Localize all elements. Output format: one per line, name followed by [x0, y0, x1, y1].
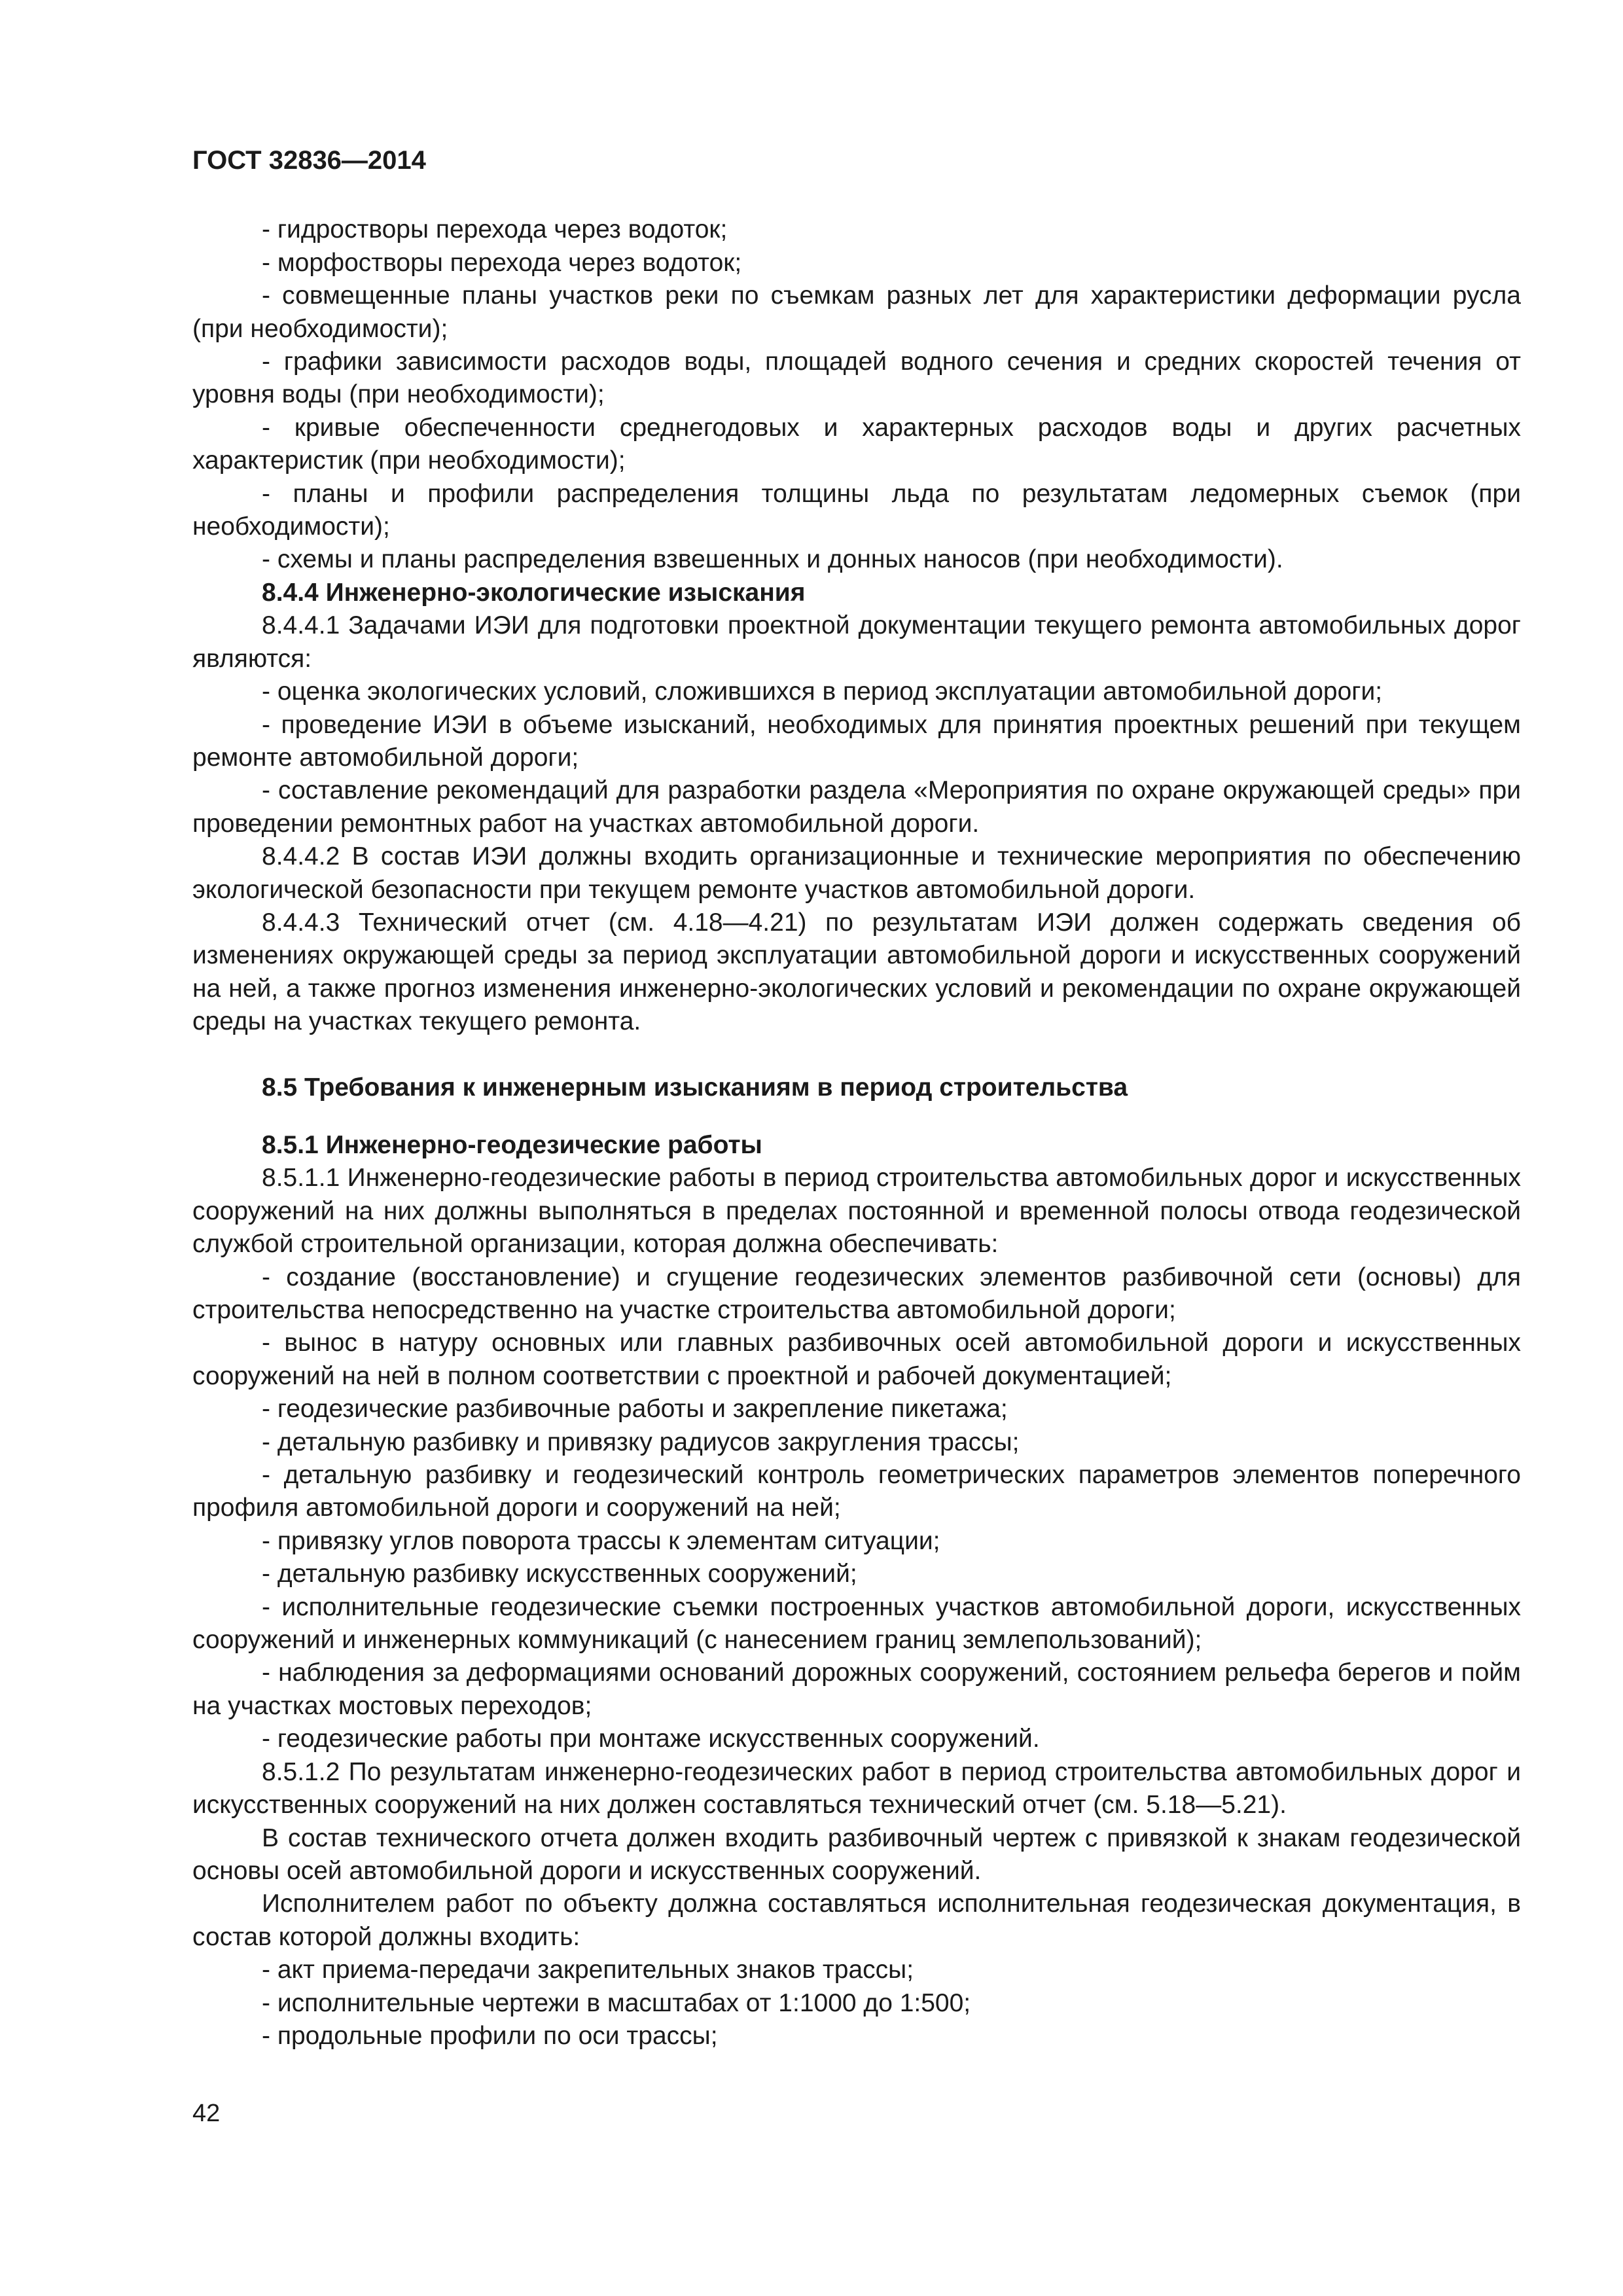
paragraph: Исполнителем работ по объекту должна составляться исполнительная геодезическая документация, в состав которой должны входить: — [192, 1890, 1521, 1951]
list-item: - составление рекомендаций для разработки раздела «Мероприятия по охране окружающей среды» при проведении ремонтных работ на участках автомобильной дороги. — [192, 776, 1521, 838]
list-item: - детальную разбивку искусственных сооружений; — [262, 1560, 857, 1588]
paragraph: 8.4.4.1 Задачами ИЭИ для подготовки проектной документации текущего ремонта автомобильных дорог являются: — [192, 611, 1521, 673]
list-item: - проведение ИЭИ в объеме изысканий, необходимых для принятия проектных решений при текущем ремонте автомобильной дороги; — [192, 710, 1521, 772]
document-page — [192, 144, 1521, 2053]
list-item: - продольные профили по оси трассы; — [262, 2021, 718, 2050]
section-heading: 8.5 Требования к инженерным изысканиям в период строительства — [262, 1073, 1128, 1102]
list-item: - планы и профили распределения толщины льда по результатам ледомерных съемок (при необходимости); — [192, 479, 1521, 541]
page-number: 42 — [192, 2100, 221, 2127]
list-item: - привязку углов поворота трассы к элементам ситуации; — [262, 1526, 940, 1555]
subsection-heading: 8.5.1 Инженерно-геодезические работы — [262, 1130, 762, 1159]
paragraph: 8.4.4.2 В состав ИЭИ должны входить организационные и технические мероприятия по обеспечению экологической безопасности при текущем ремонте участков автомобильной дороги. — [192, 842, 1521, 904]
list-item: - геодезические разбивочные работы и закрепление пикетажа; — [262, 1395, 1008, 1424]
list-item: - наблюдения за деформациями оснований дорожных сооружений, состоянием рельефа берегов и пойм на участках мостовых переходов; — [192, 1659, 1521, 1720]
list-item: - кривые обеспеченности среднегодовых и характерных расходов воды и других расчетных характеристик (при необходимости); — [192, 413, 1521, 475]
document-body — [192, 213, 1521, 2053]
list-item: - вынос в натуру основных или главных разбивочных осей автомобильной дороги и искусственных сооружений на ней в полном соответствии с проектной и рабочей документацией; — [192, 1329, 1521, 1390]
list-item: - акт приема-передачи закрепительных знаков трассы; — [262, 1956, 914, 1984]
document-code-header: ГОСТ 32836—2014 — [192, 146, 426, 175]
list-item: - детальную разбивку и геодезический контроль геометрических параметров элементов поперечного профиля автомобильной дороги и сооружений на ней; — [192, 1461, 1521, 1522]
list-item: - гидростворы перехода через водоток; — [262, 215, 728, 244]
paragraph: 8.5.1.1 Инженерно-геодезические работы в период строительства автомобильных дорог и искусственных сооружений на них должны выполняться в пределах постоянной и временной полосы отвода геодезической службой строительной организации, которая должна обеспечивать: — [192, 1164, 1521, 1259]
list-item: - морфостворы перехода через водоток; — [262, 248, 742, 277]
paragraph: 8.4.4.3 Технический отчет (см. 4.18—4.21) по результатам ИЭИ должен содержать сведения об изменениях окружающей среды за период эксплуатации автомобильной дороги и искусственных сооружений на ней, а также прогноз изменения инженерно-экологических условий и рекомендации по охране окружающей среды на участках текущего ремонта. — [192, 908, 1521, 1036]
paragraph: 8.5.1.2 По результатам инженерно-геодезических работ в период строительства автомобильных дорог и искусственных сооружений на них должен составляться технический отчет (см. 5.18—5.21). — [192, 1757, 1521, 1820]
list-item: - детальную разбивку и привязку радиусов закругления трассы; — [262, 1427, 1020, 1456]
list-item: - создание (восстановление) и сгущение геодезических элементов разбивочной сети (основы) для строительства непосредственно на участке строительства автомобильной дороги; — [192, 1263, 1521, 1324]
list-item: - исполнительные чертежи в масштабах от 1:1000 до 1:500; — [262, 1988, 971, 2017]
list-item: - схемы и планы распределения взвешенных и донных наносов (при необходимости). — [262, 545, 1283, 574]
paragraph: В состав технического отчета должен входить разбивочный чертеж с привязкой к знакам геодезической основы осей автомобильной дороги и искусственных сооружений. — [192, 1823, 1521, 1885]
list-item: - графики зависимости расходов воды, площадей водного сечения и средних скоростей течения от уровня воды (при необходимости); — [192, 348, 1521, 409]
list-item: - исполнительные геодезические съемки построенных участков автомобильной дороги, искусственных сооружений и инженерных коммуникаций (с нанесением границ землепользований); — [192, 1592, 1521, 1655]
list-item: - оценка экологических условий, сложившихся в период эксплуатации автомобильной дороги; — [262, 677, 1383, 706]
list-item: - геодезические работы при монтаже искусственных сооружений. — [262, 1725, 1040, 1753]
list-item: - совмещенные планы участков реки по съемкам разных лет для характеристики деформации русла (при необходимости); — [192, 281, 1521, 343]
subsection-heading: 8.4.4 Инженерно-экологические изыскания — [262, 578, 806, 607]
